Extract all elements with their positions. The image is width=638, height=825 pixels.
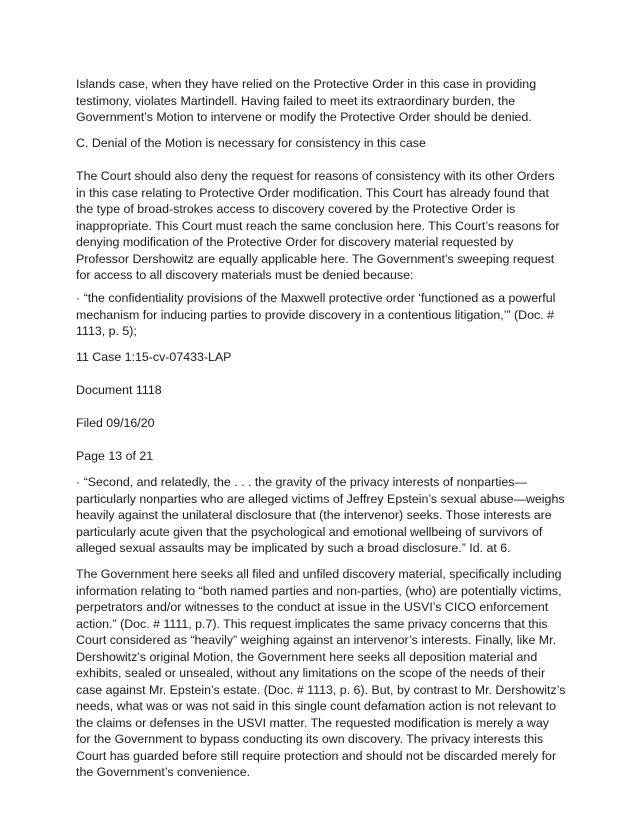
bullet-marker: · (76, 291, 81, 305)
page-header-page-number: Page 13 of 21 (76, 449, 154, 463)
bullet-item-2-text: “Second, and relatedly, the . . . the gravity of the privacy interests of nonparties—particularly nonparties who are alleged victims of Jeffrey Epstein’s sexual abuse—weighs heavily against the unilateral disclosure that (the intervenor) seeks. Those interests are particularly acute given that the psychological and emotional wellbeing of survivors of alleged sexual assaults may be implicated by such a broad disclosure.” Id. at 6. (76, 475, 565, 555)
page-header-document-number: Document 1118 (76, 383, 162, 397)
page-header-case-number: 11 Case 1:15-cv-07433-LAP (76, 350, 232, 364)
bullet-item-2 (76, 474, 566, 557)
bullet-item-1-text: “the confidentiality provisions of the Maxwell protective order ‘functioned as a powerful mechanism for inducing parties to provide discovery in a contentious litigation,’” (Doc. # 1113, p. 5); (76, 291, 556, 338)
bullet-marker: · (76, 475, 81, 489)
section-heading-c: C. Denial of the Motion is necessary for consistency in this case (76, 136, 426, 150)
bullet-item-1 (76, 290, 566, 340)
paragraph-government: The Government here seeks all filed and unfiled discovery material, specifically including information relating to “both named parties and non-parties, (who) are potentially victims, perpetrators and/or witnesses to the conduct at issue in the USVI’s CICO enforcement action.” (Doc. # 1111, p.7). This request implicates the same privacy concerns that this Court considered as “heavily” weighing against an intervenor’s interests. Finally, like Mr. Dershowitz’s original Motion, the Government here seeks all deposition material and exhibits, sealed or unsealed, without any limitations on the scope of the needs of their case against Mr. Epstein’s estate. (Doc. # 1113, p. 6). But, by contrast to Mr. Dershowitz’s needs, what was or was not said in this single count defamation action is not relevant to the claims or defenses in the USVI matter. The requested modification is merely a way for the Government to bypass conducting its own discovery. The privacy interests this Court has guarded before still require protection and should not be discarded merely for the Government’s convenience. (76, 567, 566, 779)
paragraph-consistency: The Court should also deny the request for reasons of consistency with its other Orders in this case relating to Protective Order modification. This Court has already found that the type of broad-strokes access to discovery covered by the Protective Order is inappropriate. This Court must reach the same conclusion here. This Court’s reasons for denying modification of the Protective Order for discovery material requested by Professor Dershowitz are equally applicable here. The Government’s sweeping request for access to all discovery materials must be denied because: (76, 169, 560, 282)
page-header-filed-date: Filed 09/16/20 (76, 416, 155, 430)
paragraph-continued: Islands case, when they have relied on the Protective Order in this case in providing testimony, violates Martindell. Having failed to meet its extraordinary burden, the Government’s Motion to intervene or modify the Protective Order should be denied. (76, 77, 537, 124)
